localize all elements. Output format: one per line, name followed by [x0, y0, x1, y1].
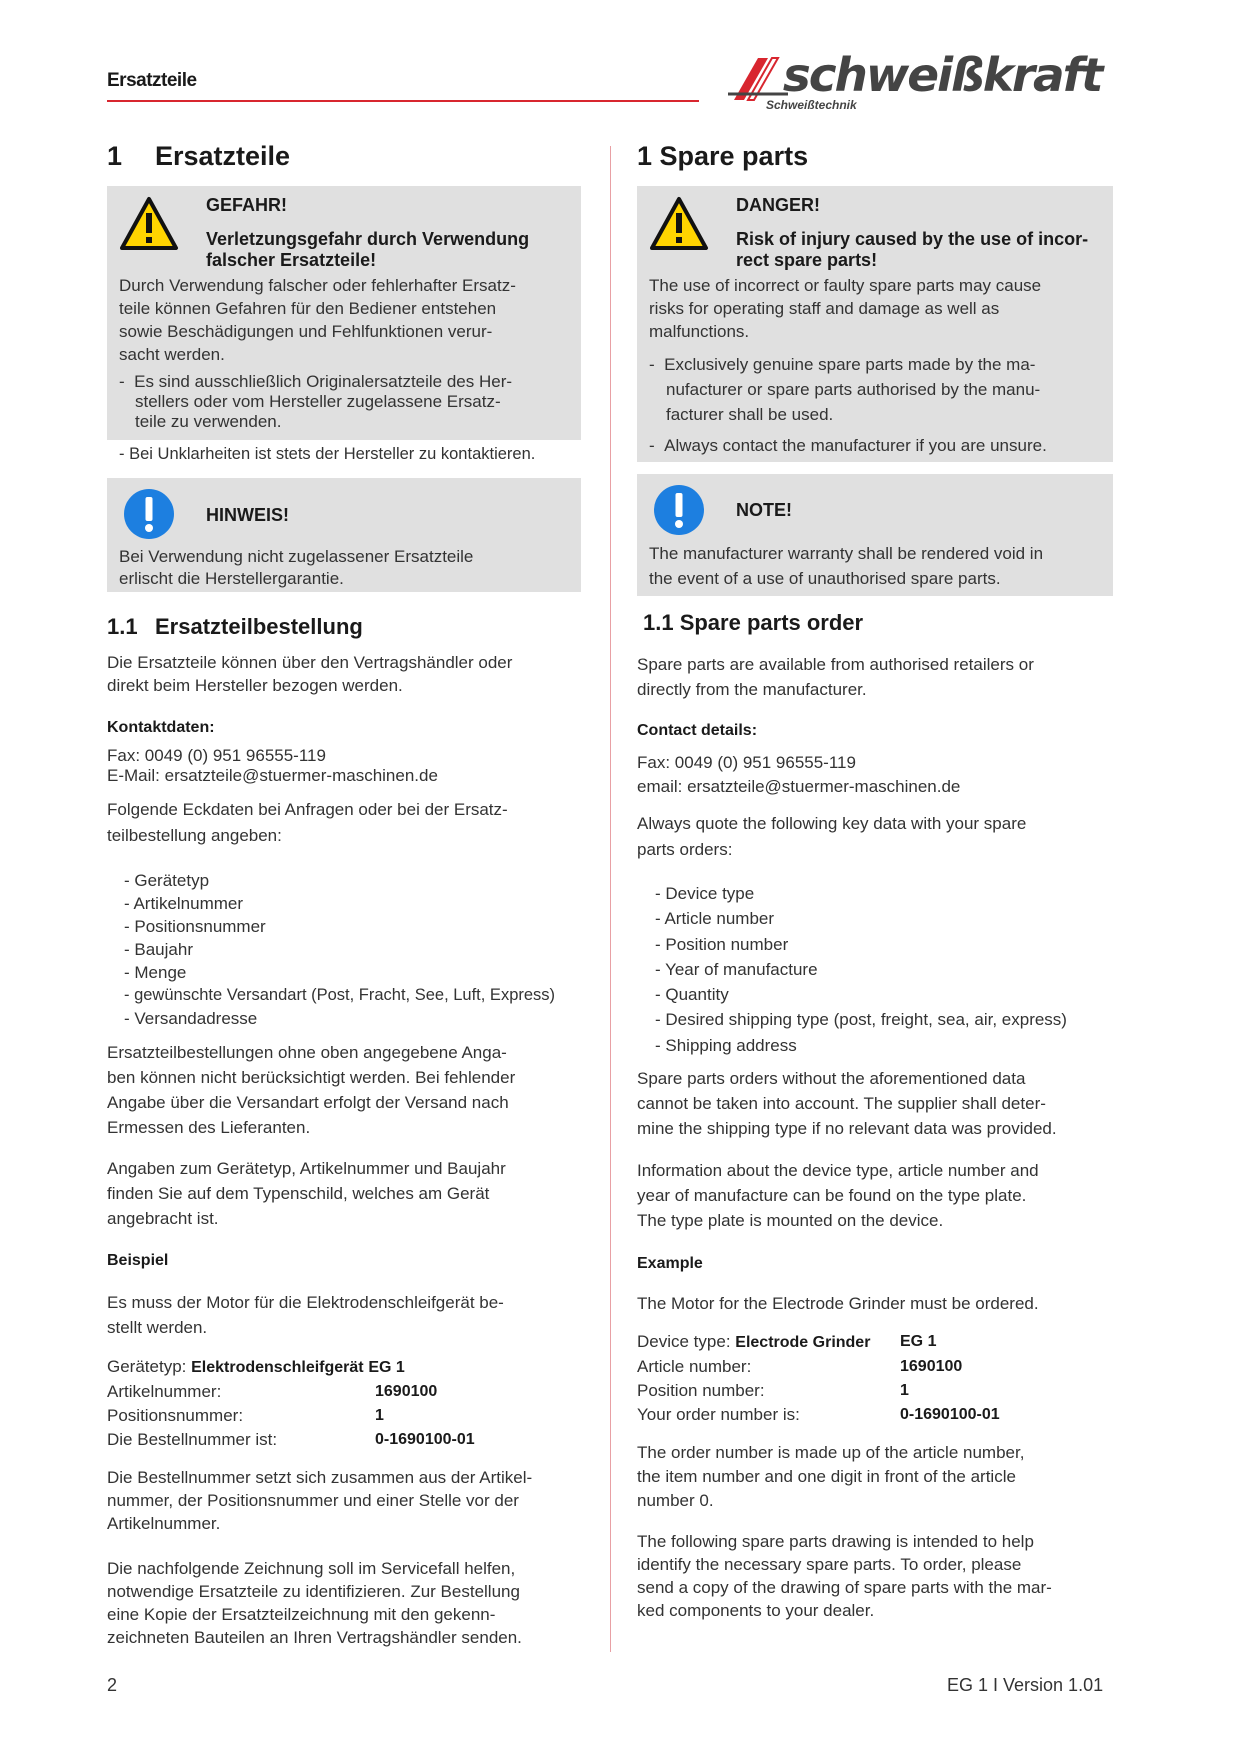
list-item: - Desired shipping type (post, freight, sea, air, express): [655, 1010, 1067, 1030]
right-h2-title: 1.1 Spare parts order: [643, 610, 864, 635]
left-contact-label: Kontaktdaten:: [107, 719, 215, 736]
right-note-box: [637, 474, 1113, 596]
left-example-text: Es muss der Motor für die Elektrodenschleifgerät be- stellt werden.: [107, 1293, 504, 1337]
left-para-1: Ersatzteilbestellungen ohne oben angegebene Anga- ben können nicht berücksichtigt werden. Bei fehlender Angabe über die Versandart erfolgt der Versand nach Ermessen des Lieferanten.: [107, 1043, 516, 1137]
right-danger-title: DANGER!: [736, 195, 820, 215]
table-row: Article number: 1690100: [637, 1357, 963, 1376]
header-rule: [107, 100, 699, 102]
left-h1-number: 1: [107, 141, 123, 171]
list-item: - Positionsnummer: [124, 917, 266, 936]
logo-subtitle: Schweißtechnik: [766, 98, 857, 112]
list-item: - Gerätetyp: [124, 871, 210, 890]
left-example-table: [107, 1355, 587, 1452]
left-para-2: Angaben zum Gerätetyp, Artikelnummer und Baujahr finden Sie auf dem Typenschild, welches am Gerät angebracht ist.: [107, 1159, 506, 1228]
right-fax: Fax: 0049 (0) 951 96555-119: [637, 753, 856, 772]
list-item: - Shipping address: [655, 1035, 797, 1055]
left-fax: Fax: 0049 (0) 951 96555-119: [107, 746, 326, 765]
warning-triangle-icon: [119, 196, 179, 252]
left-danger-subtitle-2: falscher Ersatzteile!: [206, 250, 377, 270]
right-danger-subtitle-1: Risk of injury caused by the use of incor-: [736, 229, 1089, 249]
right-example-label: Example: [637, 1255, 703, 1272]
page-number: 2: [107, 1675, 118, 1695]
right-danger-bullet-1: - Exclusively genuine spare parts made by the ma- nufacturer or spare parts authorised by the manu- facturer shall be used.: [649, 355, 1041, 424]
left-danger-text: Durch Verwendung falscher oder fehlerhafter Ersatz- teile können Gefahren für den Bediener entstehen sowie Beschädigungen und Fehlfunktionen verur- sacht werden.: [119, 276, 516, 364]
left-note-box: [107, 478, 581, 592]
table-row: Die Bestellnummer ist: 0-1690100-01: [107, 1430, 475, 1449]
right-intro: Spare parts are available from authorised retailers or directly from the manufacturer.: [637, 655, 1034, 699]
right-para-2: Information about the device type, article number and year of manufacture can be found on the type plate. The type plate is mounted on the device.: [637, 1161, 1039, 1230]
right-note-title: NOTE!: [736, 500, 792, 520]
list-item: - Article number: [655, 909, 775, 929]
right-danger-subtitle-2: rect spare parts!: [736, 250, 878, 270]
header-section-label: Ersatzteile: [107, 70, 197, 91]
list-item: - Versandadresse: [124, 1009, 258, 1028]
right-key-list: [655, 881, 1067, 1058]
right-contact: [637, 751, 960, 799]
left-para-4: Die nachfolgende Zeichnung soll im Servicefall helfen, notwendige Ersatzteile zu identifizieren. Zur Bestellung eine Kopie der Ersatzteilzeichnung mit den gekenn- zeichneten Bauteilen an Ihren Vertragshändler senden.: [107, 1559, 522, 1647]
right-contact-label: Contact details:: [637, 722, 758, 739]
left-danger-title: GEFAHR!: [206, 195, 287, 215]
right-email[interactable]: email: ersatzteile@stuermer-maschinen.de: [637, 777, 961, 796]
left-h2-title: Ersatzteilbestellung: [155, 614, 363, 639]
right-example-text: The Motor for the Electrode Grinder must be ordered.: [637, 1294, 1039, 1313]
left-email[interactable]: E-Mail: ersatzteile@stuermer-maschinen.de: [107, 766, 438, 785]
left-h1-title: Ersatzteile: [155, 141, 291, 171]
left-h2-number: 1.1: [107, 614, 138, 639]
left-key-list: [124, 869, 555, 1030]
table-row: Gerätetyp: Elektrodenschleifgerät EG 1: [107, 1357, 405, 1376]
brand-logo: [728, 48, 1118, 116]
left-danger-subtitle-1: Verletzungsgefahr durch Verwendung: [206, 229, 530, 249]
table-row: Artikelnummer: 1690100: [107, 1382, 438, 1401]
list-item: - Position number: [655, 934, 789, 954]
left-example-label: Beispiel: [107, 1252, 169, 1269]
right-para-1: Spare parts orders without the aforementioned data cannot be taken into account. The supplier shall deter- mine the shipping type if no relevant data was provided.: [637, 1069, 1057, 1138]
left-keydata: Folgende Eckdaten bei Anfragen oder bei der Ersatz- teilbestellung angeben:: [107, 800, 508, 845]
list-item: - Artikelnummer: [124, 894, 244, 913]
left-danger-bullet-2: - Bei Unklarheiten ist stets der Hersteller zu kontaktieren.: [119, 445, 536, 463]
right-danger-box: [637, 186, 1113, 462]
list-item: - gewünschte Versandart (Post, Fracht, See, Luft, Express): [124, 986, 556, 1004]
list-item: - Device type: [655, 884, 755, 903]
left-danger-bullet-1: - Es sind ausschließlich Originalersatzteile des Her- stellers oder vom Hersteller zugelassene Ersatz- teile zu verwenden.: [119, 372, 513, 431]
left-para-3: Die Bestellnummer setzt sich zusammen aus der Artikel- nummer, der Positionsnummer und einer Stelle vor der Artikelnummer.: [107, 1468, 533, 1533]
right-para-4: The following spare parts drawing is intended to help identify the necessary spare parts. To order, please send a copy of the drawing of spare parts with the mar- ked components to your dealer.: [637, 1532, 1052, 1620]
right-h1-title: 1 Spare parts: [637, 141, 809, 171]
table-row: Device type: Electrode Grinder EG 1: [637, 1332, 937, 1351]
doc-version: EG 1 I Version 1.01: [947, 1675, 1104, 1695]
list-item: - Baujahr: [124, 940, 193, 959]
table-row: Position number: 1: [637, 1381, 909, 1400]
right-example-table: [637, 1330, 1107, 1427]
left-note-title: HINWEIS!: [206, 505, 289, 525]
info-exclamation-icon: [123, 488, 175, 540]
right-para-3: The order number is made up of the article number, the item number and one digit in front of the article number 0.: [637, 1443, 1025, 1510]
list-item: - Year of manufacture: [655, 959, 818, 979]
info-exclamation-icon: [653, 484, 705, 536]
table-row: Your order number is: 0-1690100-01: [637, 1405, 1000, 1424]
right-note-text: The manufacturer warranty shall be rendered void in the event of a use of unauthorised spare parts.: [649, 544, 1044, 588]
table-row: Positionsnummer: 1: [107, 1406, 384, 1425]
list-item: - Menge: [124, 963, 187, 982]
column-divider: [610, 146, 611, 1652]
left-note-text: Bei Verwendung nicht zugelassener Ersatzteile erlischt die Herstellergarantie.: [119, 547, 474, 588]
left-contact: [107, 746, 438, 786]
logo-wordmark: schweißkraft: [782, 48, 1102, 102]
right-danger-bullet-2: - Always contact the manufacturer if you are unsure.: [649, 436, 1047, 455]
left-danger-box: [107, 186, 581, 463]
right-danger-text: The use of incorrect or faulty spare parts may cause risks for operating staff and damage as well as malfunctions.: [649, 276, 1042, 341]
left-intro: Die Ersatzteile können über den Vertragshändler oder direkt beim Hersteller bezogen werden.: [107, 653, 513, 695]
right-keydata: Always quote the following key data with your spare parts orders:: [637, 814, 1027, 859]
warning-triangle-icon: [649, 196, 709, 252]
list-item: - Quantity: [655, 985, 729, 1005]
